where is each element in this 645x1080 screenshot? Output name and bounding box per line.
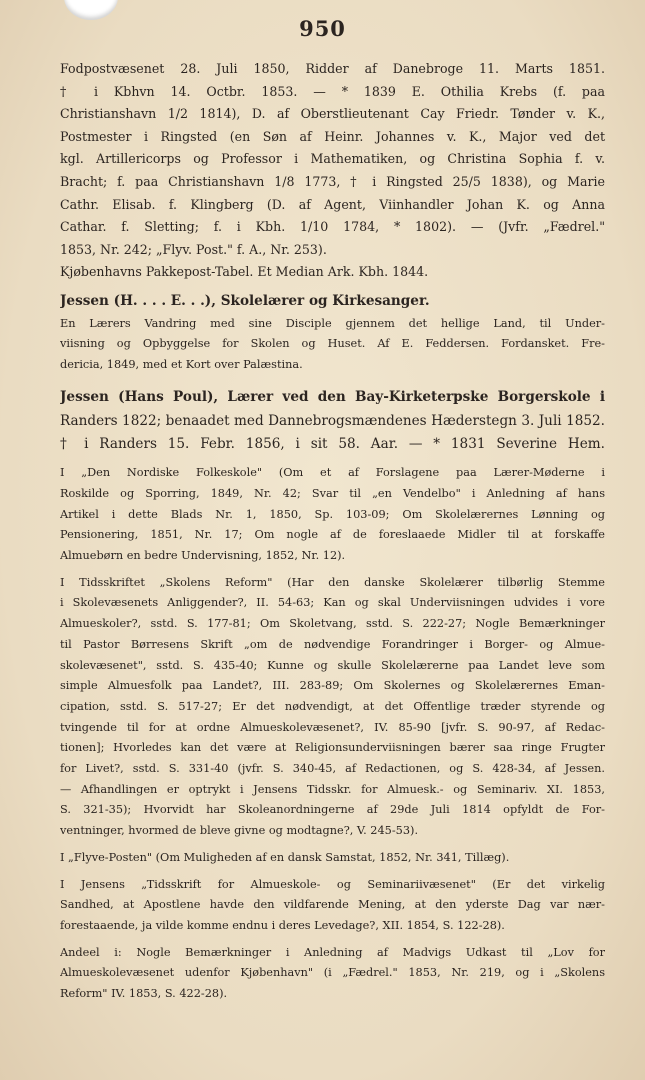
entry-heading: Jessen (H. . . . E. . .), Skolelærer og Kirkesanger. — [60, 292, 430, 309]
page-text — [60, 58, 605, 1005]
works-paragraph — [60, 848, 605, 869]
text-line: forestaaende, ja vilde komme endnu i deres Levedage?, XII. 1854, S. 122-28). — [60, 919, 505, 932]
entry-jessen-h-e-works — [60, 314, 605, 376]
text-line: Christianshavn 1/2 1814), D. af Oberstlieutenant Cay Friedr. Tønder v. K., — [60, 106, 605, 122]
entry-jessen-hans-poul — [60, 386, 605, 457]
text-line: Andeel i: Nogle Bemærkninger i Anledning af Madvigs Udkast til „Lov for — [60, 945, 605, 959]
entry-jessen-works — [60, 463, 605, 1005]
text-line: — Afhandlingen er optrykt i Jensens Tidsskr. for Almuesk.- og Seminariv. XI. 1853, — [60, 782, 605, 796]
text-line: Postmester i Ringsted (en Søn af Heinr. Johannes v. K., Major ved det — [60, 128, 605, 144]
text-line: dericia, 1849, med et Kort over Palæstina. — [60, 358, 303, 372]
text-line: Cathar. f. Sletting; f. i Kbh. 1/10 1784, * 1802). — (Jvfr. „Fædrel." — [60, 219, 605, 235]
text-line: simple Almuesfolk paa Landet?, III. 283-89; Om Skolernes og Skolelærernes Eman- — [60, 679, 605, 693]
text-line: I „Den Nordiske Folkeskole" (Om et af Forslagene paa Lærer-Møderne i — [60, 466, 605, 480]
entry-jessen-h-e-heading — [60, 290, 605, 314]
works-paragraph — [60, 463, 605, 567]
text-line: tvingende til for at ordne Almueskolevæsenet?, IV. 85-90 [jvfr. S. 90-97, af Redac- — [60, 720, 605, 734]
work-title-line: Kjøbenhavns Pakkepost-Tabel. Et Median Ark. Kbh. 1844. — [60, 264, 429, 280]
text-line: Pensionering, 1851, Nr. 17; Om nogle af de foreslaaede Midler til at forskaffe — [60, 528, 605, 542]
text-line: Artikel i dette Blads Nr. 1, 1850, Sp. 103-09; Om Skolelærernes Lønning og — [60, 507, 605, 521]
text-line: Randers 1822; benaadet med Dannebrogsmændenes Hæderstegn 3. Juli 1852. — [60, 412, 605, 429]
page-number: 950 — [299, 16, 346, 41]
text-line: Roskilde og Sporring, 1849, Nr. 42; Svar til „en Vendelbo" i Anledning af hans — [60, 486, 605, 500]
text-line: Almueskoler?, sstd. S. 177-81; Om Skoletvang, sstd. S. 222-27; Nogle Bemærkninger — [60, 617, 605, 631]
text-line: tionen]; Hvorledes kan det være at Religionsunderviisningen bærer saa ringe Frugter — [60, 741, 605, 755]
text-line: Fodpostvæsenet 28. Juli 1850, Ridder af Danebroge 11. Marts 1851. — [60, 61, 605, 76]
text-line: i Skolevæsenets Anliggender?, II. 54-63; Kan og skal Underviisningen udvides i vore — [60, 596, 605, 610]
text-line: Bracht; f. paa Christianshavn 1/8 1773, † i Ringsted 25/5 1838), og Marie — [60, 173, 605, 189]
works-paragraph — [60, 573, 605, 842]
text-line: Almueskolevæsenet udenfor Kjøbenhavn" (i „Fædrel." 1853, Nr. 219, og i „Skolens — [60, 966, 605, 980]
text-line: kgl. Artillericorps og Professor i Mathematiken, og Christina Sophia f. v. — [60, 151, 605, 167]
text-line: † i Kbhvn 14. Octbr. 1853. — * 1839 E. Othilia Krebs (f. paa — [60, 83, 605, 99]
text-line: Cathr. Elisab. f. Klingberg (D. af Agent, Viinhandler Johan K. og Anna — [60, 196, 605, 212]
text-line: viisning og Opbyggelse for Skolen og Huset. Af E. Feddersen. Fordansket. Fre- — [60, 337, 605, 351]
text-line: cipation, sstd. S. 517-27; Er det nødvendigt, at det Offentlige træder styrende og — [60, 699, 605, 713]
text-line: I Tidsskriftet „Skolens Reform" (Har den danske Skolelærer tilbørlig Stemme — [60, 575, 605, 589]
text-line: Almuebørn en bedre Undervisning, 1852, Nr. 12). — [60, 549, 346, 563]
text-line: Reform" IV. 1853, S. 422-28). — [60, 987, 228, 1001]
works-paragraph — [60, 943, 605, 1005]
entry-krebs-continued — [60, 58, 605, 284]
text-line: til Pastor Børresens Skrift „om de nødvendige Forandringer i Borger- og Almue- — [60, 637, 605, 651]
text-line: I Jensens „Tidsskrift for Almueskole- og Seminariivæsenet" (Er det virkelig — [60, 877, 605, 891]
text-line: En Lærers Vandring med sine Disciple gjennem det hellige Land, til Under- — [60, 316, 605, 330]
text-line: Sandhed, at Apostlene havde den vildfarende Mening, at den yderste Dag var nær- — [60, 898, 605, 912]
entry-heading: Jessen (Hans Poul), Lærer ved den Bay-Kirketerpske Borgerskole i — [60, 388, 605, 405]
text-line: S. 321-35); Hvorvidt har Skoleanordningerne af 29de Juli 1814 opfyldt de For- — [60, 803, 605, 817]
text-line: for Livet?, sstd. S. 331-40 (jvfr. S. 340-45, af Redactionen, og S. 428-34, af Jessen. — [60, 762, 605, 776]
text-line: 1853, Nr. 242; „Flyv. Post." f. A., Nr. 253). — [60, 241, 327, 257]
text-line: I „Flyve-Posten" (Om Muligheden af en dansk Samstat, 1852, Nr. 341, Tillæg). — [60, 850, 510, 864]
text-line: skolevæsenet", sstd. S. 435-40; Kunne og skulle Skolelærerne paa Landet leve som — [60, 658, 605, 672]
works-paragraph — [60, 875, 605, 937]
text-line: † i Randers 15. Febr. 1856, i sit 58. Aar. — * 1831 Severine Hem. — [60, 436, 605, 453]
text-line: ventninger, hvormed de bleve givne og modtagne?, V. 245-53). — [60, 824, 419, 838]
